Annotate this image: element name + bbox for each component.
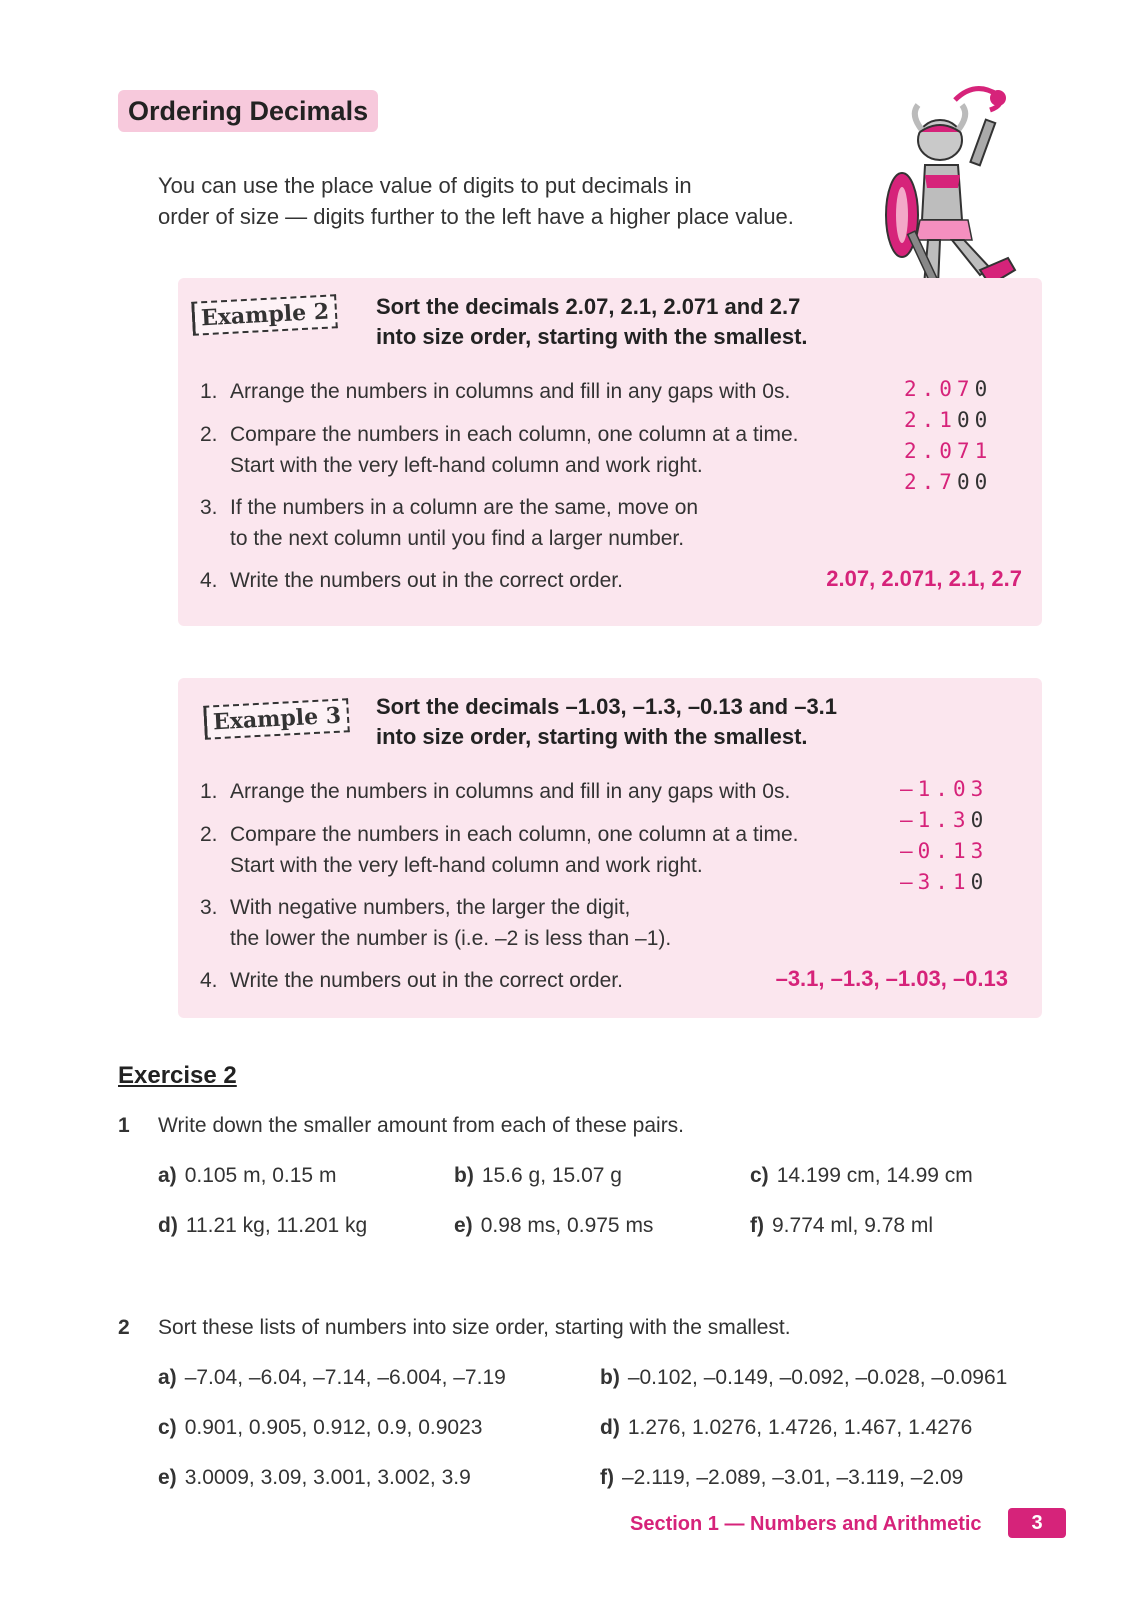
column-number: –1.03 <box>900 777 989 801</box>
step-text: Write the numbers out in the correct order. <box>230 569 623 592</box>
step-number: 4. <box>200 569 218 592</box>
step-number: 2. <box>200 423 218 446</box>
example-title-line: Sort the decimals –1.03, –1.3, –0.13 and –3.1 <box>376 694 838 719</box>
column-number: –0.13 <box>900 839 989 863</box>
example-title-line: into size order, starting with the smallest. <box>376 724 808 749</box>
step-number: 1. <box>200 380 218 403</box>
column-number: 2.700 <box>904 470 993 494</box>
question-1-part-c: c) 14.199 cm, 14.99 cm <box>750 1164 973 1187</box>
example-2-columns <box>904 374 992 498</box>
question-1-part-a: a) 0.105 m, 0.15 m <box>158 1164 337 1187</box>
example-title-line: into size order, starting with the smallest. <box>376 324 808 349</box>
page-number-badge: 3 <box>1008 1508 1066 1538</box>
example-2-step-4 <box>200 565 623 596</box>
question-2-part-f: f) –2.119, –2.089, –3.01, –3.119, –2.09 <box>600 1466 964 1489</box>
example-2-box <box>178 278 1042 626</box>
example-3-tag: Example 3 <box>203 698 350 740</box>
step-text: If the numbers in a column are the same, move on <box>230 496 699 519</box>
section-heading: Ordering Decimals <box>118 90 378 132</box>
step-text: Write the numbers out in the correct order. <box>230 969 623 992</box>
step-number: 4. <box>200 969 218 992</box>
column-number: –1.30 <box>900 808 989 832</box>
question-2-part-c: c) 0.901, 0.905, 0.912, 0.9, 0.9023 <box>158 1416 483 1439</box>
column-number: 2.071 <box>904 439 993 463</box>
question-2-part-d: d) 1.276, 1.0276, 1.4726, 1.467, 1.4276 <box>600 1416 973 1439</box>
example-2-title <box>376 292 808 352</box>
step-text: Arrange the numbers in columns and fill in any gaps with 0s. <box>230 380 791 403</box>
step-number: 3. <box>200 896 218 919</box>
example-3-answer: –3.1, –1.3, –1.03, –0.13 <box>775 966 1008 991</box>
example-2-step-3 <box>200 492 698 554</box>
example-3-step-4 <box>200 965 623 996</box>
step-number: 1. <box>200 780 218 803</box>
example-3-title <box>376 692 837 752</box>
question-2-part-a: a) –7.04, –6.04, –7.14, –6.004, –7.19 <box>158 1366 506 1389</box>
question-1-part-f: f) 9.774 ml, 9.78 ml <box>750 1214 934 1237</box>
question-2-text: Sort these lists of numbers into size order, starting with the smallest. <box>158 1316 791 1339</box>
example-2-tag: Example 2 <box>191 294 338 336</box>
example-title-line: Sort the decimals 2.07, 2.1, 2.071 and 2.7 <box>376 294 801 319</box>
intro-line: You can use the place value of digits to put decimals in <box>158 173 692 198</box>
question-1-text: Write down the smaller amount from each of these pairs. <box>158 1114 685 1137</box>
step-text: Start with the very left-hand column and work right. <box>230 454 703 477</box>
example-3-step-2 <box>200 819 798 881</box>
question-1-part-e: e) 0.98 ms, 0.975 ms <box>454 1214 654 1237</box>
column-number: 2.070 <box>904 377 993 401</box>
example-2-step-2 <box>200 419 798 481</box>
step-text: Compare the numbers in each column, one column at a time. <box>230 823 799 846</box>
footer-section-title: Section 1 — Numbers and Arithmetic <box>630 1513 982 1535</box>
example-3-columns <box>900 774 988 898</box>
step-number: 2. <box>200 823 218 846</box>
exercise-title: Exercise 2 <box>118 1062 237 1089</box>
step-text: to the next column until you find a larger number. <box>230 527 685 550</box>
intro-text <box>158 170 794 232</box>
column-number: 2.100 <box>904 408 993 432</box>
example-3-step-3 <box>200 892 671 954</box>
example-3-step-1 <box>200 776 790 807</box>
question-2-number: 2 <box>118 1316 130 1339</box>
question-1-part-b: b) 15.6 g, 15.07 g <box>454 1164 622 1187</box>
question-2-part-e: e) 3.0009, 3.09, 3.001, 3.002, 3.9 <box>158 1466 471 1489</box>
step-text: With negative numbers, the larger the digit, <box>230 896 631 919</box>
column-number: –3.10 <box>900 870 989 894</box>
step-text: Compare the numbers in each column, one column at a time. <box>230 423 799 446</box>
step-number: 3. <box>200 496 218 519</box>
step-text: the lower the number is (i.e. –2 is less than –1). <box>230 927 672 950</box>
intro-line: order of size — digits further to the left have a higher place value. <box>158 204 794 229</box>
step-text: Start with the very left-hand column and work right. <box>230 854 703 877</box>
question-2-part-b: b) –0.102, –0.149, –0.092, –0.028, –0.0961 <box>600 1366 1008 1389</box>
example-2-answer: 2.07, 2.071, 2.1, 2.7 <box>826 566 1022 591</box>
question-1-part-d: d) 11.21 kg, 11.201 kg <box>158 1214 368 1237</box>
example-2-step-1 <box>200 376 790 407</box>
step-text: Arrange the numbers in columns and fill in any gaps with 0s. <box>230 780 791 803</box>
example-3-box <box>178 678 1042 1018</box>
question-1-number: 1 <box>118 1114 130 1137</box>
